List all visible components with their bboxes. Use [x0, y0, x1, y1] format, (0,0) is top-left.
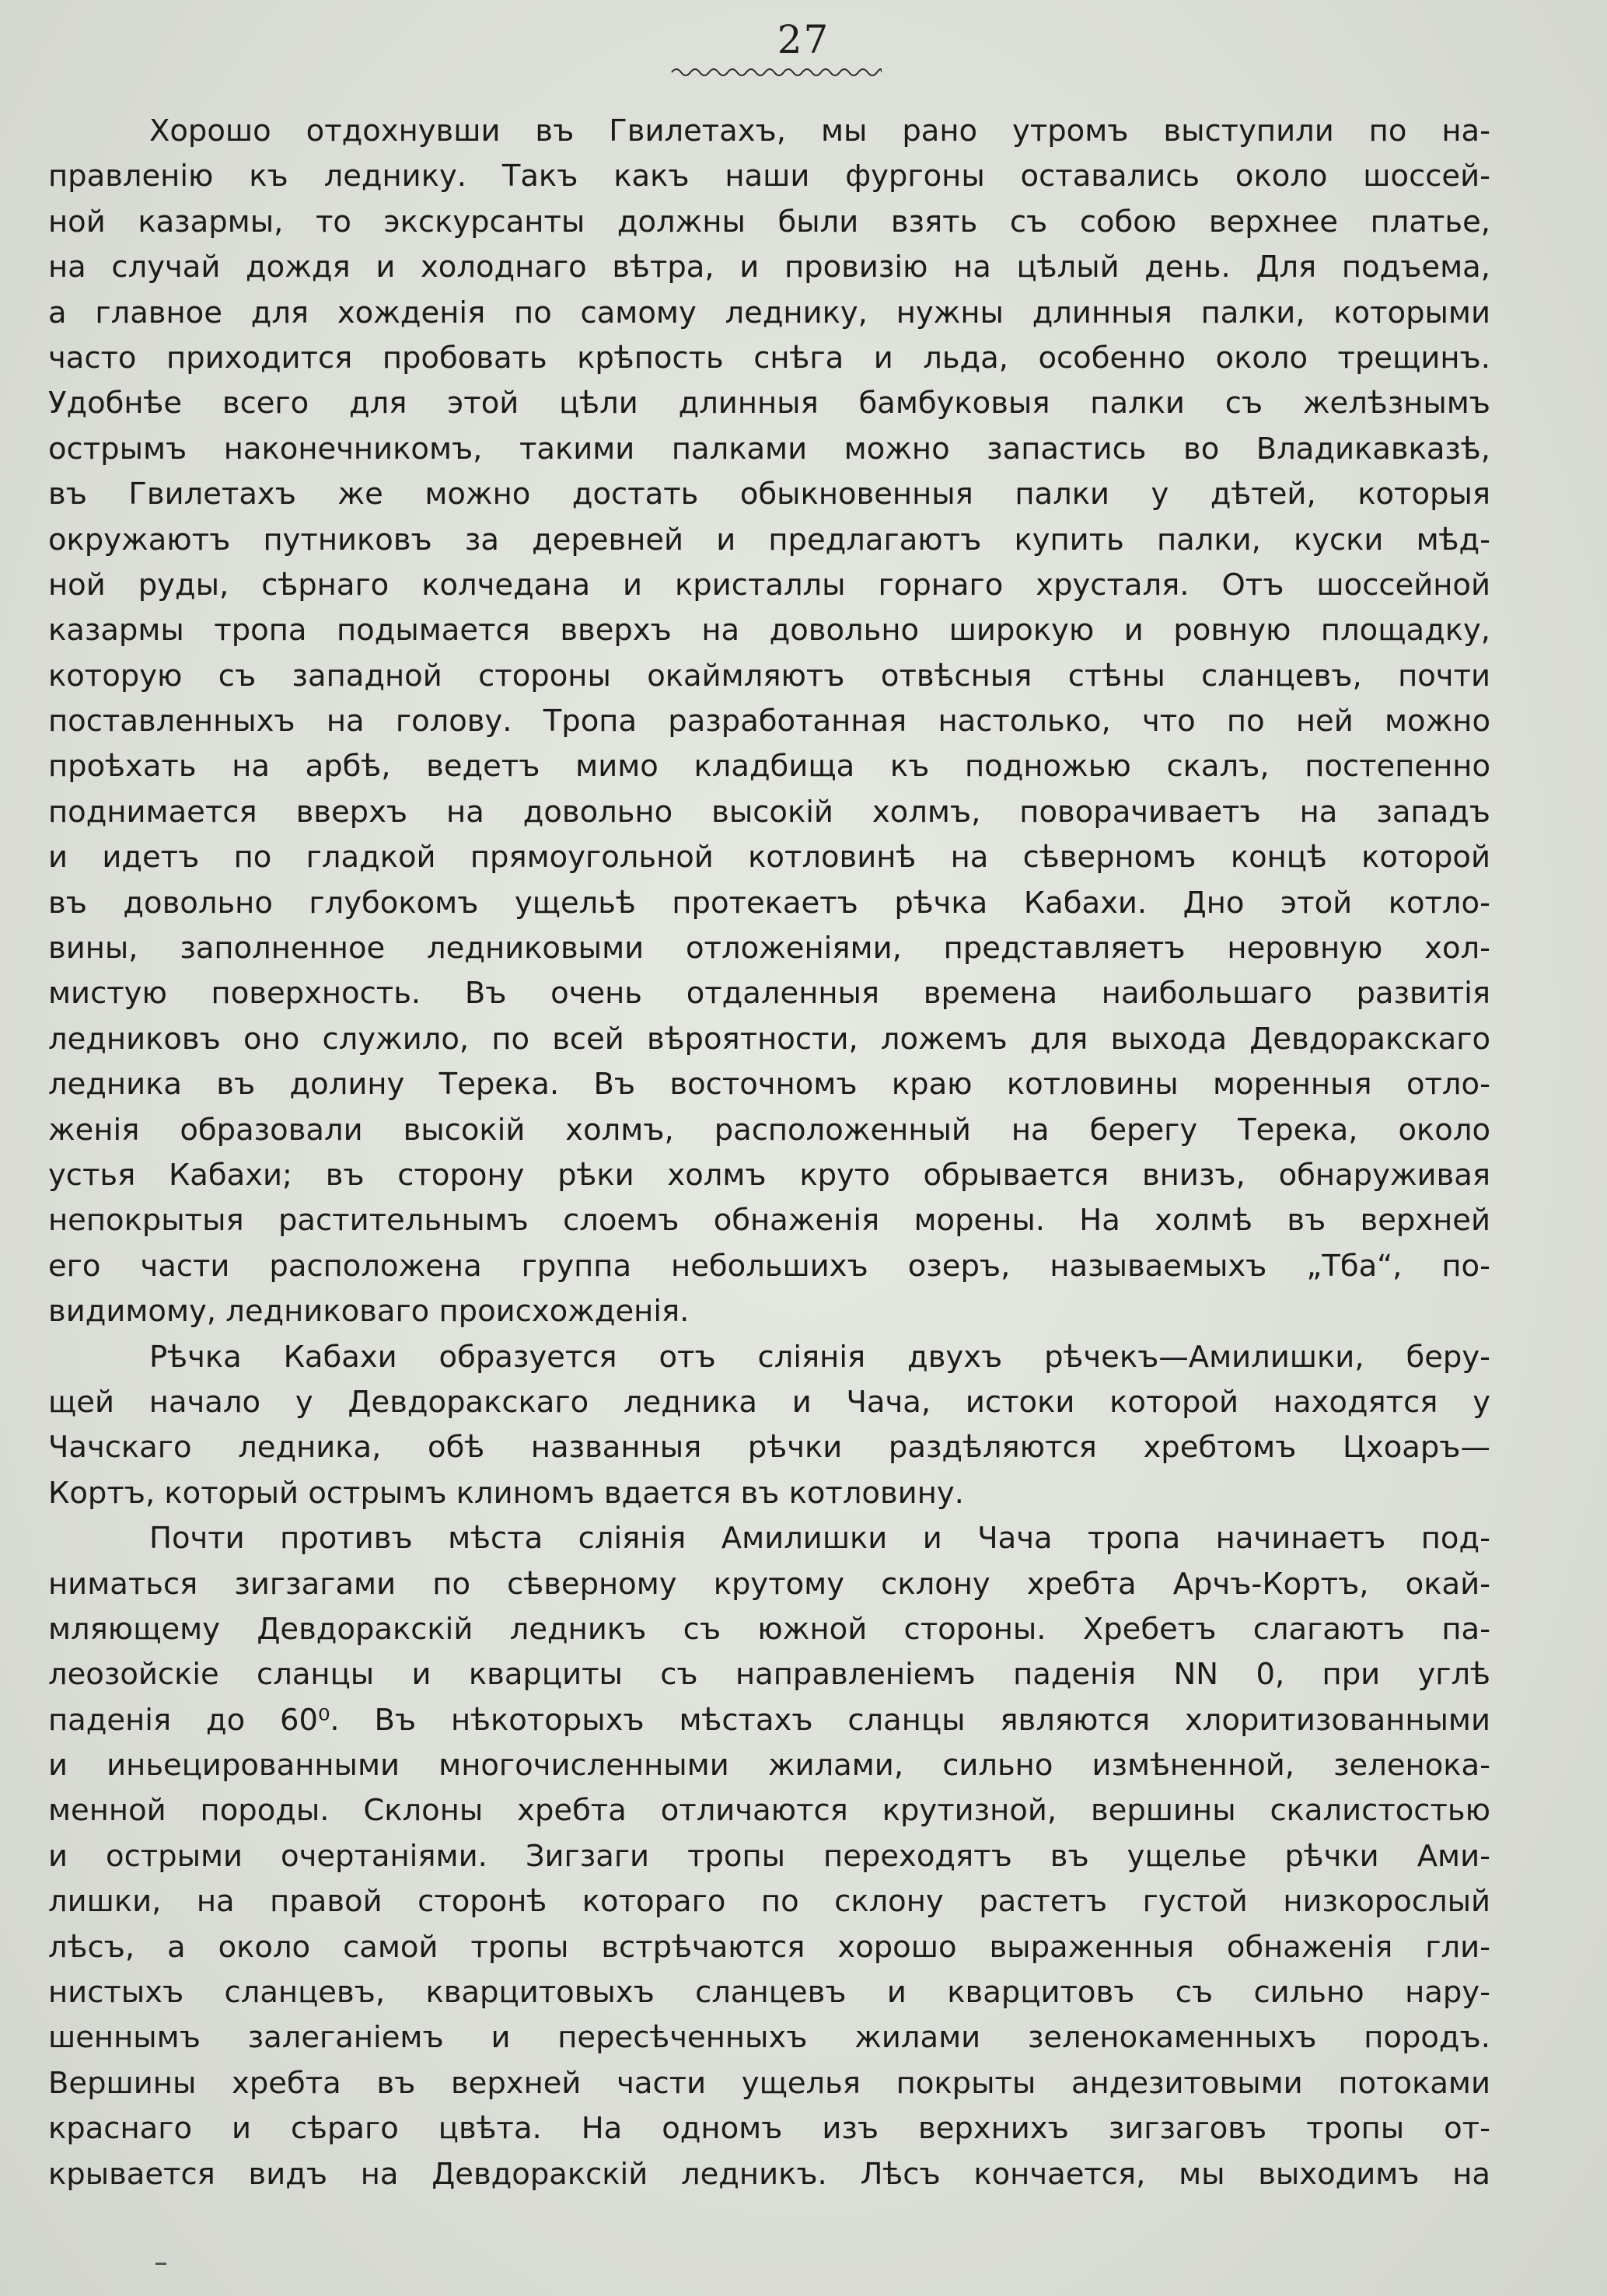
text-line: мистую поверхность. Въ очень отдаленныя времена наибольшаго развитія: [48, 976, 1490, 1012]
text-line: лѣсъ, а около самой тропы встрѣчаются хорошо выраженныя обнаженія гли-: [48, 1929, 1490, 1965]
text-line: шеннымъ залеганіемъ и пересѣченныхъ жилами зеленокаменныхъ породъ.: [48, 2020, 1490, 2056]
text-line: а главное для хожденія по самому леднику, нужны длинныя палки, которыми: [48, 295, 1490, 330]
text-line: часто приходится пробовать крѣпость снѣга и льда, особенно около трещинъ.: [48, 340, 1490, 376]
text-line: которую съ западной стороны окаймляютъ отвѣсныя стѣны сланцевъ, почти: [48, 658, 1490, 694]
paragraph: [48, 1516, 1490, 2197]
text-line: ледника въ долину Терека. Въ восточномъ краю котловины моренныя отло-: [48, 1067, 1490, 1103]
text-line: мляющему Девдоракскій ледникъ съ южной стороны. Хребетъ слагаютъ па-: [48, 1611, 1490, 1647]
paragraph: [48, 1335, 1490, 1517]
text-line: на случай дождя и холоднаго вѣтра, и провизію на цѣлый день. Для подъема,: [48, 250, 1490, 285]
text-line: ледниковъ оно служило, по всей вѣроятности, ложемъ для выхода Девдоракскаго: [48, 1021, 1490, 1057]
text-line: окружаютъ путниковъ за деревней и предлагаютъ купить палки, куски мѣд-: [48, 522, 1490, 557]
text-line: крывается видъ на Девдоракскій ледникъ. Лѣсъ кончается, мы выходимъ на: [48, 2156, 1490, 2192]
text-line: женія образовали высокій холмъ, расположенный на берегу Терека, около: [48, 1112, 1490, 1148]
page-number: 27: [777, 17, 830, 62]
text-line: ной казармы, то экскурсанты должны были взять съ собою верхнее платье,: [48, 204, 1490, 239]
text-line: щей начало у Девдоракскаго ледника и Чача, истоки которой находятся у: [48, 1384, 1490, 1420]
wavy-rule-ornament: [670, 64, 882, 81]
text-line: устья Кабахи; въ сторону рѣки холмъ круто обрывается внизъ, обнаруживая: [48, 1157, 1490, 1193]
text-line: Чачскаго ледника, обѣ названныя рѣчки раздѣляются хребтомъ Цхоаръ—: [48, 1430, 1490, 1466]
text-line: правленію къ леднику. Такъ какъ наши фургоны оставались около шоссей-: [48, 159, 1490, 194]
text-line: и острыми очертаніями. Зигзаги тропы переходятъ въ ущелье рѣчки Ами-: [48, 1838, 1490, 1874]
text-line: и идетъ по гладкой прямоугольной котловинѣ на сѣверномъ концѣ которой: [48, 840, 1490, 875]
text-line: леозойскіе сланцы и кварциты съ направленіемъ паденія NN 0, при углѣ: [48, 1657, 1490, 1693]
text-line: нистыхъ сланцевъ, кварцитовыхъ сланцевъ и кварцитовъ съ сильно нару-: [48, 1975, 1490, 2011]
text-line: видимому, ледниковаго происхожденія.: [48, 1294, 690, 1330]
text-line: и иньецированными многочисленными жилами, сильно измѣненной, зеленока-: [48, 1748, 1490, 1784]
paragraph: [48, 109, 1490, 1335]
text-line: Рѣчка Кабахи образуется отъ сліянія двухъ рѣчекъ—Амилишки, беру-: [149, 1339, 1490, 1375]
text-line: Удобнѣе всего для этой цѣли длинныя бамбуковыя палки съ желѣзнымъ: [48, 386, 1490, 421]
body-text: [48, 109, 1490, 2197]
text-line: вины, заполненное ледниковыми отложеніями, представляетъ неровную хол-: [48, 931, 1490, 966]
text-line: въ Гвилетахъ же можно достать обыкновенныя палки у дѣтей, которыя: [48, 477, 1490, 512]
text-line: краснаго и сѣраго цвѣта. На одномъ изъ верхнихъ зигзаговъ тропы от-: [48, 2111, 1490, 2147]
text-line: его части расположена группа небольшихъ озеръ, называемыхъ „Тба“, по-: [48, 1248, 1490, 1284]
text-line: лишки, на правой сторонѣ котораго по склону растетъ густой низкорослый: [48, 1884, 1490, 1920]
text-line: въ довольно глубокомъ ущельѣ протекаетъ рѣчка Кабахи. Дно этой котло-: [48, 885, 1490, 921]
text-line: острымъ наконечникомъ, такими палками можно запастись во Владикавказѣ,: [48, 431, 1490, 467]
text-line: Кортъ, который острымъ клиномъ вдается въ котловину.: [48, 1475, 964, 1511]
text-line: ной руды, сѣрнаго колчедана и кристаллы горнаго хрусталя. Отъ шоссейной: [48, 567, 1490, 603]
text-line: менной породы. Склоны хребта отличаются крутизной, вершины скалистостью: [48, 1793, 1490, 1829]
text-line: ниматься зигзагами по сѣверному крутому склону хребта Арчъ-Кортъ, окай-: [48, 1566, 1490, 1602]
text-line: поднимается вверхъ на довольно высокій холмъ, поворачиваетъ на западъ: [48, 794, 1490, 830]
text-line: непокрытыя растительнымъ слоемъ обнаженія морены. На холмѣ въ верхней: [48, 1203, 1490, 1239]
text-line: поставленныхъ на голову. Тропа разработанная настолько, что по ней можно: [48, 704, 1490, 739]
text-line: проѣхать на арбѣ, ведетъ мимо кладбища къ подножью скалъ, постепенно: [48, 749, 1490, 785]
text-line: паденія до 60⁰. Въ нѣкоторыхъ мѣстахъ сланцы являются хлоритизованными: [48, 1702, 1490, 1738]
text-line: Почти противъ мѣста сліянія Амилишки и Чача тропа начинаетъ под-: [149, 1521, 1490, 1557]
text-line: казармы тропа подымается вверхъ на довольно широкую и ровную площадку,: [48, 613, 1490, 648]
text-line: Вершины хребта въ верхней части ущелья покрыты андезитовыми потоками: [48, 2065, 1490, 2101]
text-line: Хорошо отдохнувши въ Гвилетахъ, мы рано утромъ выступили по на-: [149, 114, 1490, 149]
page-smudge-mark: [155, 2263, 166, 2265]
